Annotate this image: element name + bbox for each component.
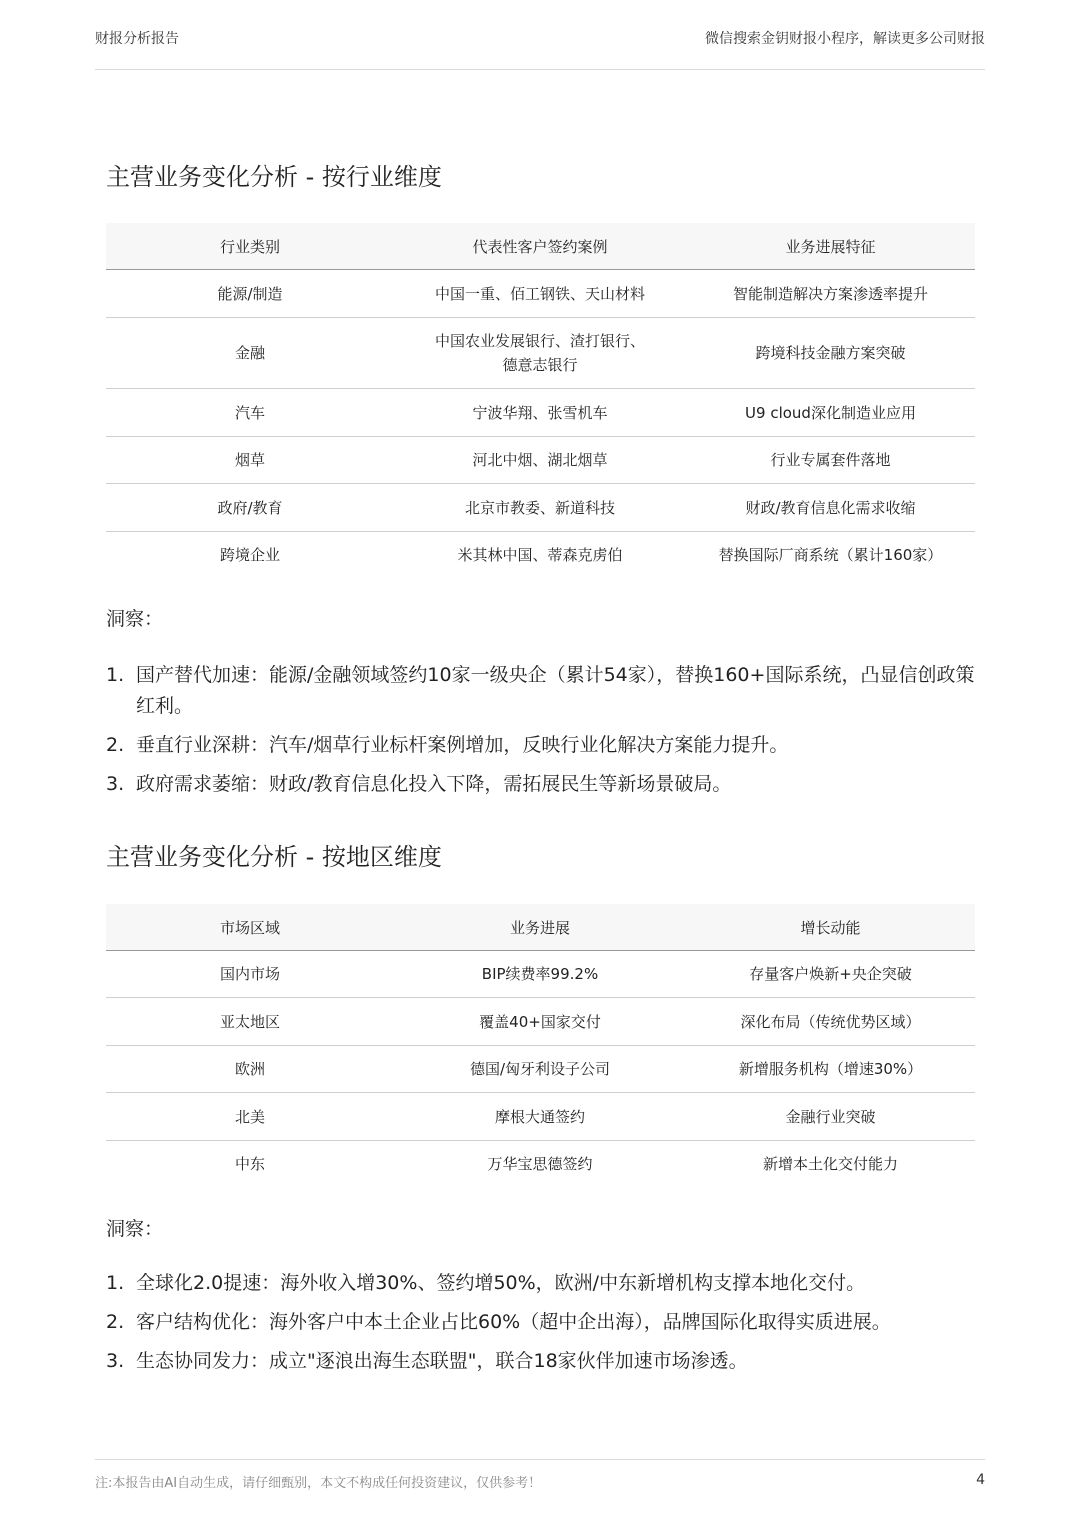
table-cell: 欧洲 xyxy=(106,1046,394,1093)
table-cell: 替换国际厂商系统（累计160家） xyxy=(718,546,943,565)
table-cell: 河北中烟、湖北烟草 xyxy=(394,437,686,484)
table-cell: 金融 xyxy=(106,318,394,389)
page-number: 4 xyxy=(976,1472,985,1488)
table-header-row xyxy=(106,904,975,951)
table-cell: 智能制造解决方案渗透率提升 xyxy=(686,270,975,318)
table-row xyxy=(106,998,975,1046)
table-cell: 中东 xyxy=(234,1155,265,1174)
column-header: 增长动能 xyxy=(686,904,975,951)
insight-list xyxy=(106,1268,976,1385)
insight-label: 洞察： xyxy=(106,1218,164,1240)
list-item: 2. 垂直行业深耕：汽车/烟草行业标杆案例增加，反映行业化解决方案能力提升。 xyxy=(106,734,789,756)
header-report-title: 财报分析报告 xyxy=(95,31,179,47)
table-row xyxy=(106,1046,975,1093)
section-title-industry: 主营业务变化分析 - 按行业维度 xyxy=(106,163,442,191)
footer-divider xyxy=(95,1459,985,1460)
table-cell: 中国一重、佰工钢铁、天山材料 xyxy=(394,270,686,318)
list-item: 1. 全球化2.0提速：海外收入增30%、签约增50%，欧洲/中东新增机构支撑本地化交付。 xyxy=(106,1272,866,1294)
insight-text: 全球化2.0提速：海外收入增30%、签约增50%，欧洲/中东新增机构支撑本地化交付。 xyxy=(136,1272,866,1294)
table-row xyxy=(106,951,975,998)
list-item: 3. 生态协同发力：成立"逐浪出海生态联盟"，联合18家伙伴加速市场渗透。 xyxy=(106,1350,748,1372)
table-cell: 万华宝思德签约 xyxy=(487,1155,593,1174)
table-cell: 米其林中国、蒂森克虏伯 xyxy=(457,546,623,565)
industry-table xyxy=(106,223,975,579)
region-table xyxy=(106,904,975,1188)
insight-text: 政府需求萎缩：财政/教育信息化投入下降，需拓展民生等新场景破局。 xyxy=(136,773,732,795)
table-cell: 财政/教育信息化需求收缩 xyxy=(686,484,975,532)
table-row xyxy=(106,532,975,579)
table-cell: 摩根大通签约 xyxy=(394,1093,686,1141)
table-cell: U9 cloud深化制造业应用 xyxy=(686,389,975,437)
table-cell: 存量客户焕新+央企突破 xyxy=(686,951,975,998)
table-cell: 北京市教委、新道科技 xyxy=(394,484,686,532)
column-header: 业务进展 xyxy=(394,904,686,951)
table-row xyxy=(106,318,975,389)
section-title-region: 主营业务变化分析 - 按地区维度 xyxy=(106,843,442,871)
column-header: 代表性客户签约案例 xyxy=(394,223,686,270)
table-cell: 国内市场 xyxy=(106,951,394,998)
insight-list xyxy=(106,660,976,808)
insight-label: 洞察： xyxy=(106,608,164,630)
insight-text: 国产替代加速：能源/金融领域签约10家一级央企（累计54家），替换160+国际系统，凸显信创政策红利。 xyxy=(136,664,975,717)
table-cell: 跨境企业 xyxy=(219,546,280,565)
header-promo-text: 微信搜索金钥财报小程序，解读更多公司财报 xyxy=(705,31,985,47)
table-row xyxy=(106,1093,975,1141)
table-cell: 宁波华翔、张雪机车 xyxy=(394,389,686,437)
list-item: 2. 客户结构优化：海外客户中本土企业占比60%（超中企出海），品牌国际化取得实质进展。 xyxy=(106,1311,891,1333)
table-cell: 新增本土化交付能力 xyxy=(762,1155,898,1174)
insight-text: 客户结构优化：海外客户中本土企业占比60%（超中企出海），品牌国际化取得实质进展。 xyxy=(136,1311,891,1333)
table-cell: 深化布局（传统优势区域） xyxy=(686,998,975,1046)
table-header-row xyxy=(106,223,975,270)
table-cell: 北美 xyxy=(106,1093,394,1141)
list-item: 3. 政府需求萎缩：财政/教育信息化投入下降，需拓展民生等新场景破局。 xyxy=(106,773,732,795)
table-row xyxy=(106,484,975,532)
table-cell: 覆盖40+国家交付 xyxy=(394,998,686,1046)
table-cell: 新增服务机构（增速30%） xyxy=(686,1046,975,1093)
column-header: 业务进展特征 xyxy=(686,223,975,270)
table-cell: 金融行业突破 xyxy=(686,1093,975,1141)
table-cell: 烟草 xyxy=(106,437,394,484)
table-cell: 汽车 xyxy=(106,389,394,437)
insight-text: 垂直行业深耕：汽车/烟草行业标杆案例增加，反映行业化解决方案能力提升。 xyxy=(136,734,789,756)
table-cell: 德国/匈牙利设子公司 xyxy=(394,1046,686,1093)
table-row xyxy=(106,389,975,437)
table-cell: 政府/教育 xyxy=(106,484,394,532)
table-row xyxy=(106,270,975,318)
table-cell: 行业专属套件落地 xyxy=(686,437,975,484)
table-row xyxy=(106,1141,975,1188)
table-cell: 亚太地区 xyxy=(106,998,394,1046)
table-row xyxy=(106,437,975,484)
column-header: 市场区域 xyxy=(106,904,394,951)
table-cell: 中国农业发展银行、渣打银行、德意志银行 xyxy=(394,318,686,389)
table-cell: BIP续费率99.2% xyxy=(394,951,686,998)
column-header: 行业类别 xyxy=(106,223,394,270)
list-item: 1. 国产替代加速：能源/金融领域签约10家一级央企（累计54家），替换160+国际系统，凸显信创政策红利。 xyxy=(106,664,975,717)
table-cell: 跨境科技金融方案突破 xyxy=(686,318,975,389)
table-cell: 能源/制造 xyxy=(106,270,394,318)
footer-disclaimer: 注:本报告由AI自动生成，请仔细甄别，本文不构成任何投资建议，仅供参考！ xyxy=(95,1476,542,1491)
header-divider xyxy=(95,69,985,70)
insight-text: 生态协同发力：成立"逐浪出海生态联盟"，联合18家伙伴加速市场渗透。 xyxy=(136,1350,748,1372)
